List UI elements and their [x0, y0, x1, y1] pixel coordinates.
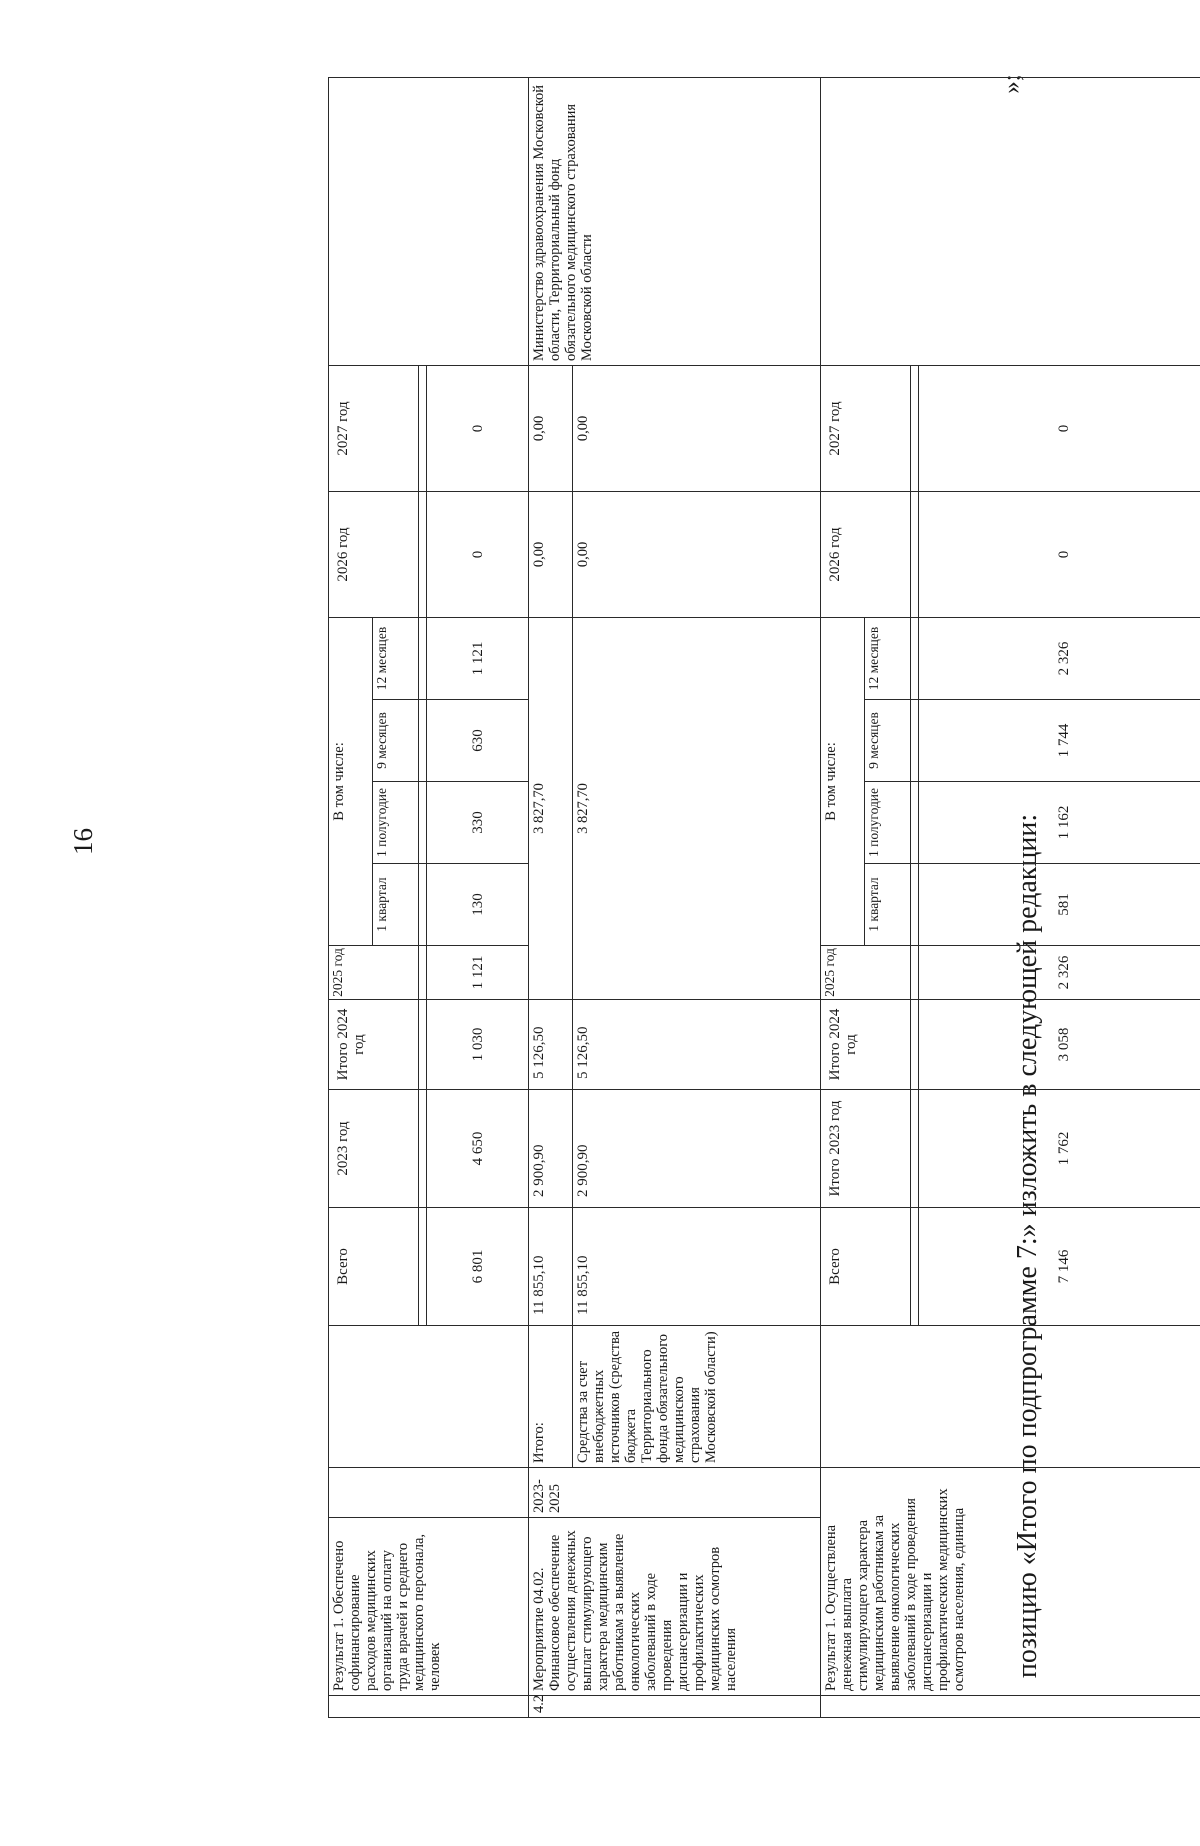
measure-ext-2025: 3 827,70	[573, 617, 821, 999]
result1-12m: 1 121	[427, 617, 529, 699]
result2-2026: 0	[919, 491, 1200, 617]
measure-total-2024: 5 126,50	[529, 1000, 573, 1090]
result2-12m: 2 326	[919, 617, 1200, 699]
result2-9m: 1 744	[919, 700, 1200, 782]
hdr-total-2024: Итого 2024 год	[329, 1000, 419, 1090]
measure-ext-total: 11 855,10	[573, 1208, 821, 1326]
hdr2-2026: 2026 год	[821, 491, 911, 617]
result2-2025: 2 326	[919, 946, 1200, 1000]
hdr2-2025: 2025 год	[821, 946, 911, 1000]
subprogram-table	[328, 77, 1200, 1718]
measure-source-ext: Средства за счет внебюджетных источников (средства бюджета Территориального фонда обязательного медицинского страхования Московской области)	[573, 1326, 821, 1468]
hdr-total: Всего	[329, 1208, 419, 1326]
measure-executor: Министерство здравоохранения Московской области, Территориальный фонд обязательного медицинского страхования Московской области	[529, 77, 821, 365]
result1-h1: 330	[427, 782, 529, 864]
measure-total-2027: 0,00	[529, 365, 573, 491]
measure-label: Мероприятие 04.02. Финансовое обеспечение осуществления денежных выплат стимулирующего характера медицинским работникам за выявление онкологических заболеваний в ходе проведения диспансеризации и профилактических медицинских осмотров населения	[529, 1518, 821, 1696]
hdr-q1: 1 квартал	[373, 864, 419, 946]
page-number: 16	[68, 828, 99, 855]
measure-total-2026: 0,00	[529, 491, 573, 617]
result1-2026: 0	[427, 491, 529, 617]
result2-total-2023: 1 762	[919, 1090, 1200, 1208]
hdr-h1: 1 полугодие	[373, 782, 419, 864]
measure-total-2025: 3 827,70	[529, 617, 573, 999]
result2-executor-cell	[821, 77, 1200, 365]
result1-total-2024: 1 030	[427, 1000, 529, 1090]
result2-h1: 1 162	[919, 782, 1200, 864]
hdr2-total-2024: Итого 2024 год	[821, 1000, 911, 1090]
result2-source-cell	[821, 1326, 1200, 1468]
result1-source-cell	[329, 1326, 529, 1468]
result1-period-cell	[329, 1468, 529, 1518]
hdr2-12m: 12 месяцев	[865, 617, 911, 699]
hdr-including: В том числе:	[329, 617, 373, 945]
result1-total: 6 801	[427, 1208, 529, 1326]
measure-num: 4.2	[529, 1696, 821, 1718]
hdr-2027: 2027 год	[329, 365, 419, 491]
closing-quote-mark: »;	[999, 74, 1027, 93]
hdr-2023: 2023 год	[329, 1090, 419, 1208]
result2-2027: 0	[919, 365, 1200, 491]
result1-9m: 630	[427, 700, 529, 782]
result1-2027: 0	[427, 365, 529, 491]
result2-q1: 581	[919, 864, 1200, 946]
measure-ext-2026: 0,00	[573, 491, 821, 617]
result2-total: 7 146	[919, 1208, 1200, 1326]
result2-label: Результат 1. Осуществлена денежная выплата стимулирующего характера медицинским работникам за выявление онкологических заболеваний в ходе проведения диспансеризации и профилактических медицинских осмотров населения, единица	[821, 1468, 1200, 1696]
result1-executor-cell	[329, 77, 529, 365]
hdr2-including: В том числе:	[821, 617, 865, 945]
result1-2025: 1 121	[427, 946, 529, 1000]
measure-period: 2023-2025	[529, 1468, 821, 1518]
measure-ext-2023: 2 900,90	[573, 1090, 821, 1208]
measure-ext-2024: 5 126,50	[573, 1000, 821, 1090]
hdr-12m: 12 месяцев	[373, 617, 419, 699]
rotated-table-sheet	[328, 78, 1200, 1718]
hdr2-total: Всего	[821, 1208, 911, 1326]
measure-total-all: 11 855,10	[529, 1208, 573, 1326]
result2-total-2024: 3 058	[919, 1000, 1200, 1090]
measure-total-2023: 2 900,90	[529, 1090, 573, 1208]
result1-2023: 4 650	[427, 1090, 529, 1208]
result1-label: Результат 1. Обеспечено софинансирование расходов медицинских организаций на оплату труда врачей и среднего медицинского персонала, человек	[329, 1518, 529, 1696]
measure-source-total: Итого:	[529, 1326, 573, 1468]
result2-num-cell	[821, 1696, 1200, 1718]
hdr2-h1: 1 полугодие	[865, 782, 911, 864]
result1-q1: 130	[427, 864, 529, 946]
hdr2-q1: 1 квартал	[865, 864, 911, 946]
measure-ext-2027: 0,00	[573, 365, 821, 491]
hdr2-total-2023: Итого 2023 год	[821, 1090, 911, 1208]
hdr-2026: 2026 год	[329, 491, 419, 617]
hdr2-2027: 2027 год	[821, 365, 911, 491]
amendment-caption: позицию «Итого по подпрограмме 7:» изложить в следующей редакции:	[1012, 646, 1044, 1846]
hdr-2025: 2025 год	[329, 946, 419, 1000]
hdr-9m: 9 месяцев	[373, 700, 419, 782]
result1-num-cell	[329, 1696, 529, 1718]
hdr2-9m: 9 месяцев	[865, 700, 911, 782]
